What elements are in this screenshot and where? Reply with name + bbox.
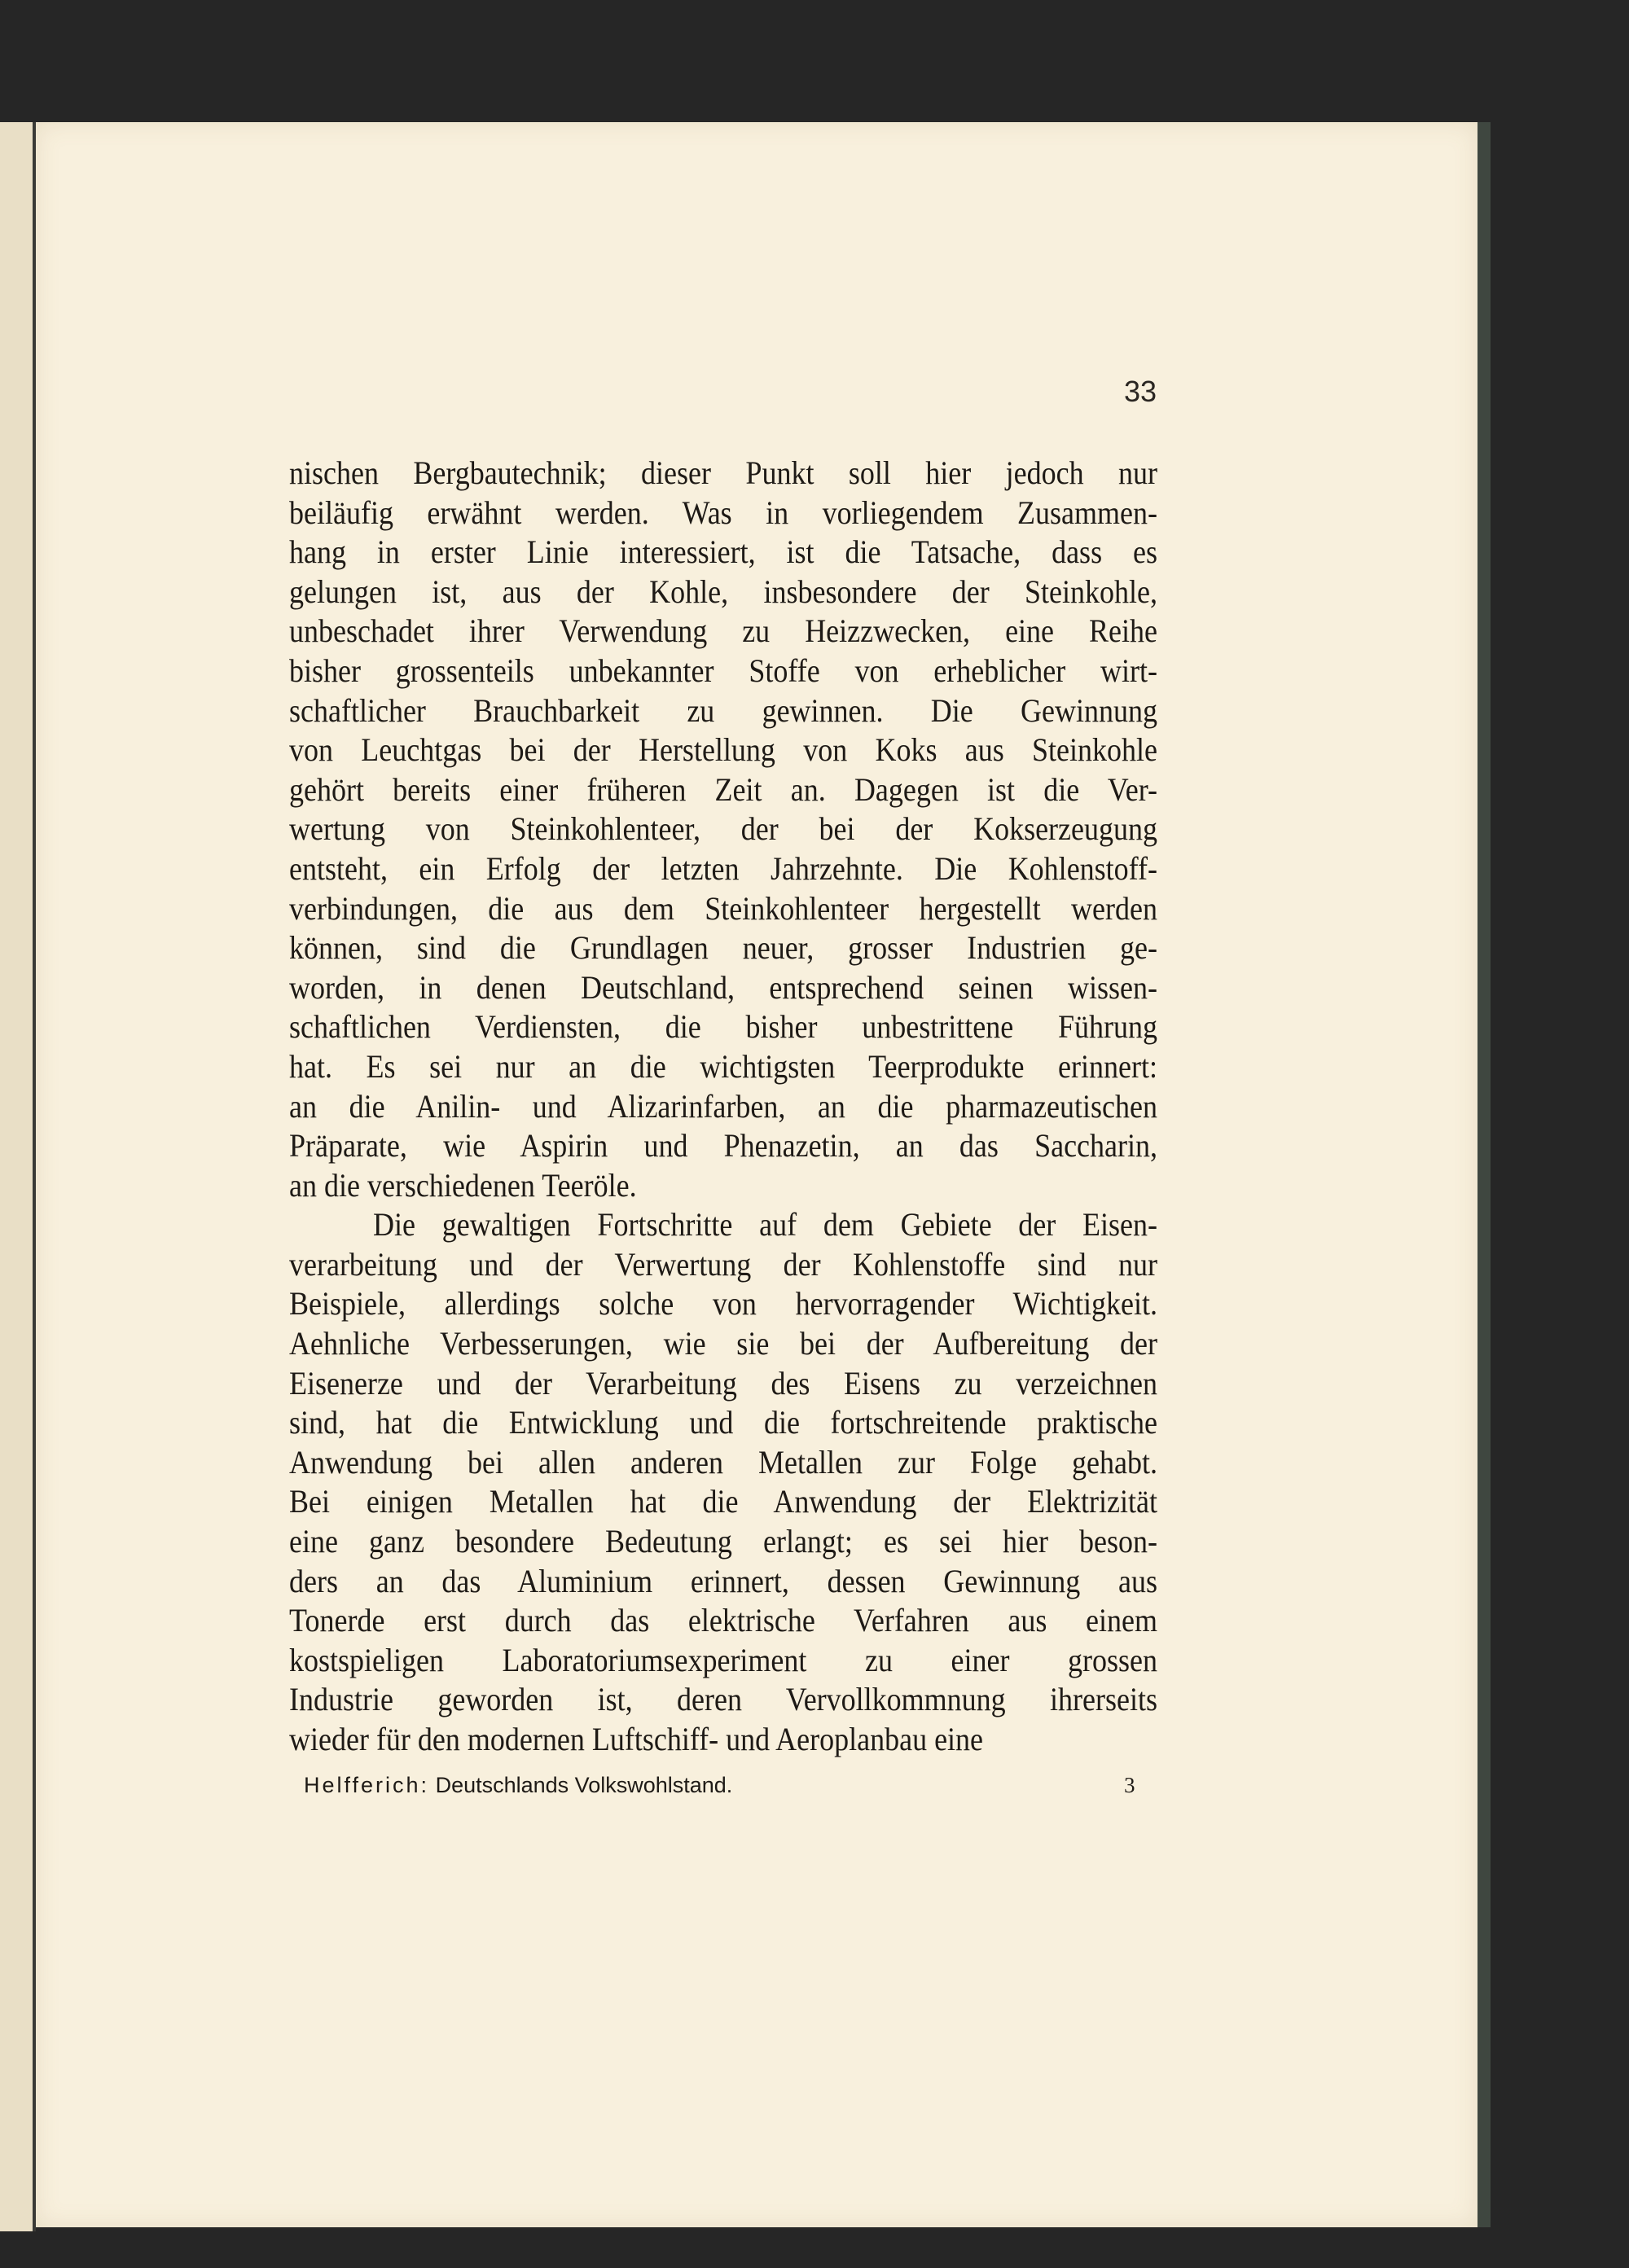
text-line bbox=[289, 730, 1157, 770]
text-line-content: gehört bereits einer früheren Zeit an. Dagegen ist die Ver- bbox=[289, 770, 1157, 808]
text-line bbox=[289, 1047, 1157, 1087]
text-line-content: Tonerde erst durch das elektrische Verfahren aus einem bbox=[289, 1602, 1157, 1639]
text-line bbox=[289, 1641, 1157, 1681]
text-line bbox=[289, 928, 1157, 968]
text-line bbox=[289, 572, 1157, 612]
text-line-content: kostspieligen Laboratoriumsexperiment zu einer grossen bbox=[289, 1641, 1158, 1678]
text-line bbox=[289, 1364, 1157, 1404]
previous-page-edge bbox=[0, 122, 36, 2231]
text-line bbox=[289, 651, 1157, 691]
text-line-content: Anwendung bei allen anderen Metallen zur Folge gehabt. bbox=[289, 1443, 1158, 1481]
text-line bbox=[289, 1601, 1157, 1641]
text-line bbox=[289, 1403, 1157, 1443]
text-line-content: Bei einigen Metallen hat die Anwendung der Elektrizität bbox=[289, 1483, 1157, 1520]
text-line bbox=[289, 1443, 1157, 1483]
text-line bbox=[289, 1087, 1157, 1127]
text-line bbox=[289, 494, 1157, 533]
signature-mark: 3 bbox=[1124, 1773, 1135, 1797]
text-line bbox=[289, 1007, 1157, 1047]
text-line-content: nischen Bergbautechnik; dieser Punkt soll hier jedoch nur bbox=[289, 454, 1158, 491]
text-line bbox=[289, 809, 1157, 849]
text-line bbox=[289, 1324, 1157, 1364]
text-line-content: Aehnliche Verbesserungen, wie sie bei der Aufbereitung der bbox=[289, 1325, 1158, 1362]
text-line-content: sind, hat die Entwicklung und die fortschreitende praktische bbox=[289, 1404, 1158, 1441]
text-line-content: verarbeitung und der Verwertung der Kohlenstoffe sind nur bbox=[289, 1245, 1158, 1283]
text-line-content: Die gewaltigen Fortschritte auf dem Gebiete der Eisen- bbox=[373, 1206, 1157, 1244]
text-line bbox=[289, 968, 1157, 1008]
text-line-content: Beispiele, allerdings solche von hervorragender Wichtigkeit. bbox=[289, 1285, 1157, 1323]
text-line bbox=[289, 1522, 1157, 1562]
body-text bbox=[289, 454, 1157, 1760]
text-line-content: Eisenerze und der Verarbeitung des Eisens zu verzeichnen bbox=[289, 1364, 1158, 1402]
text-line-content: an die Anilin- und Alizarinfarben, an die pharmazeutischen bbox=[289, 1087, 1158, 1125]
text-line bbox=[289, 691, 1157, 731]
text-line-content: ders an das Aluminium erinnert, dessen Gewinnung aus bbox=[289, 1562, 1158, 1599]
text-line bbox=[289, 1166, 1157, 1206]
text-line bbox=[289, 454, 1157, 494]
text-line-content: von Leuchtgas bei der Herstellung von Koks aus Steinkohle bbox=[289, 731, 1157, 769]
text-line-content: Präparate, wie Aspirin und Phenazetin, an das Saccharin, bbox=[289, 1127, 1157, 1165]
text-line-content: hat. Es sei nur an die wichtigsten Teerprodukte erinnert: bbox=[289, 1047, 1158, 1085]
footer-author: Helfferich: bbox=[304, 1773, 430, 1797]
text-line-content: worden, in denen Deutschland, entsprechend seinen wissen- bbox=[289, 968, 1158, 1006]
text-line bbox=[289, 1720, 1157, 1760]
text-line-content: wieder für den modernen Luftschiff- und Aeroplanbau eine bbox=[289, 1721, 984, 1757]
text-line bbox=[289, 1284, 1157, 1324]
text-line-content: eine ganz besondere Bedeutung erlangt; es sei hier beson- bbox=[289, 1523, 1158, 1560]
text-line bbox=[289, 533, 1157, 572]
text-line bbox=[289, 1482, 1157, 1522]
text-line-content: unbeschadet ihrer Verwendung zu Heizzwecken, eine Reihe bbox=[289, 612, 1158, 650]
text-line-content: gelungen ist, aus der Kohle, insbesondere der Steinkohle, bbox=[289, 572, 1158, 610]
text-line bbox=[289, 849, 1157, 889]
footer-line bbox=[304, 1772, 732, 1798]
page-number: 33 bbox=[1123, 375, 1157, 408]
text-line-content: verbindungen, die aus dem Steinkohlenteer hergestellt werden bbox=[289, 889, 1158, 927]
text-line bbox=[289, 770, 1157, 810]
text-line-content: schaftlichen Verdiensten, die bisher unbestrittene Führung bbox=[289, 1008, 1158, 1046]
text-line bbox=[289, 612, 1157, 651]
text-line bbox=[289, 889, 1157, 929]
footer-title: Deutschlands Volkswohlstand. bbox=[435, 1773, 733, 1797]
text-line-content: beiläufig erwähnt werden. Was in vorliegendem Zusammen- bbox=[289, 494, 1158, 531]
text-line bbox=[289, 1245, 1157, 1285]
text-line-content: Industrie geworden ist, deren Vervollkommnung ihrerseits bbox=[289, 1681, 1158, 1718]
text-line-content: schaftlicher Brauchbarkeit zu gewinnen. Die Gewinnung bbox=[289, 691, 1158, 729]
text-line-content: bisher grossenteils unbekannter Stoffe von erheblicher wirt- bbox=[289, 651, 1158, 689]
text-line bbox=[289, 1126, 1157, 1166]
text-line-content: an die verschiedenen Teeröle. bbox=[289, 1166, 637, 1204]
text-line-content: können, sind die Grundlagen neuer, grosser Industrien ge- bbox=[289, 929, 1157, 967]
text-line bbox=[289, 1680, 1157, 1720]
text-line-content: wertung von Steinkohlenteer, der bei der Kokserzeugung bbox=[289, 810, 1158, 848]
text-line bbox=[289, 1562, 1157, 1602]
text-line-content: entsteht, ein Erfolg der letzten Jahrzehnte. Die Kohlenstoff- bbox=[289, 849, 1157, 887]
text-line-content: hang in erster Linie interessiert, ist die Tatsache, dass es bbox=[289, 533, 1158, 571]
text-line bbox=[289, 1205, 1157, 1245]
